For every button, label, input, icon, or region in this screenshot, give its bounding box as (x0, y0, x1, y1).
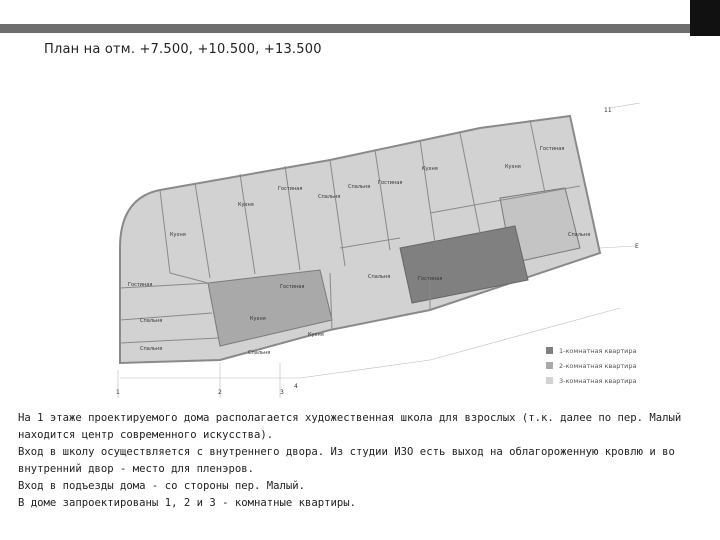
legend-item (546, 373, 676, 388)
legend-label: 2-комнатная квартира (559, 361, 637, 370)
room-label: Кухня (170, 232, 186, 238)
top-black-block (690, 0, 720, 36)
legend-label: 1-комнатная квартира (559, 346, 637, 355)
description-paragraph: Вход в школу осуществляется с внутреннего двора. Из студии ИЗО есть выход на облагороженную кровлю и во внутренний двор - место для пленэров. (18, 446, 675, 475)
room-label: Спальня (318, 194, 341, 200)
description-paragraph: На 1 этаже проектируемого дома располагается художественная школа для взрослых (т.к. далее по пер. Малый находится центр современного искусства). (18, 412, 682, 441)
axis-marker: 4 (294, 383, 298, 390)
legend (546, 343, 676, 388)
room-label: Спальня (368, 274, 391, 280)
axis-marker: 1 (116, 389, 120, 396)
top-grey-stripe (0, 24, 690, 33)
room-label: Гостиная (278, 186, 303, 192)
room-label: Кухня (250, 316, 266, 322)
room-label: Спальня (348, 184, 371, 190)
room-label: Спальня (568, 232, 591, 238)
room-label: Спальня (140, 346, 163, 352)
room-label: Кухня (308, 332, 324, 338)
axis-marker: 2 (218, 389, 222, 396)
axis-marker: 11 (604, 107, 612, 114)
axis-marker: E (635, 243, 639, 250)
room-label: Гостиная (378, 180, 403, 186)
legend-swatch (546, 347, 553, 354)
room-label: Кухня (238, 202, 254, 208)
legend-item (546, 358, 676, 373)
description-paragraph: В доме запроектированы 1, 2 и 3 - комнатные квартиры. (18, 497, 357, 509)
room-label: Гостиная (280, 284, 305, 290)
description-text (18, 410, 698, 512)
room-label: Кухня (505, 164, 521, 170)
room-label: Гостиная (418, 276, 443, 282)
room-label: Гостиная (540, 146, 565, 152)
room-label: Спальня (248, 350, 271, 356)
legend-item (546, 343, 676, 358)
description-paragraph: Вход в подъезды дома - со стороны пер. Малый. (18, 480, 306, 492)
room-label: Спальня (140, 318, 163, 324)
legend-swatch (546, 362, 553, 369)
room-label: Кухня (422, 166, 438, 172)
slide-title: План на отм. +7.500, +10.500, +13.500 (44, 42, 322, 57)
slide-top-bar (0, 0, 720, 36)
axis-marker: 3 (280, 389, 284, 396)
legend-swatch (546, 377, 553, 384)
room-label: Гостиная (128, 282, 153, 288)
legend-label: 3-комнатная квартира (559, 376, 637, 385)
